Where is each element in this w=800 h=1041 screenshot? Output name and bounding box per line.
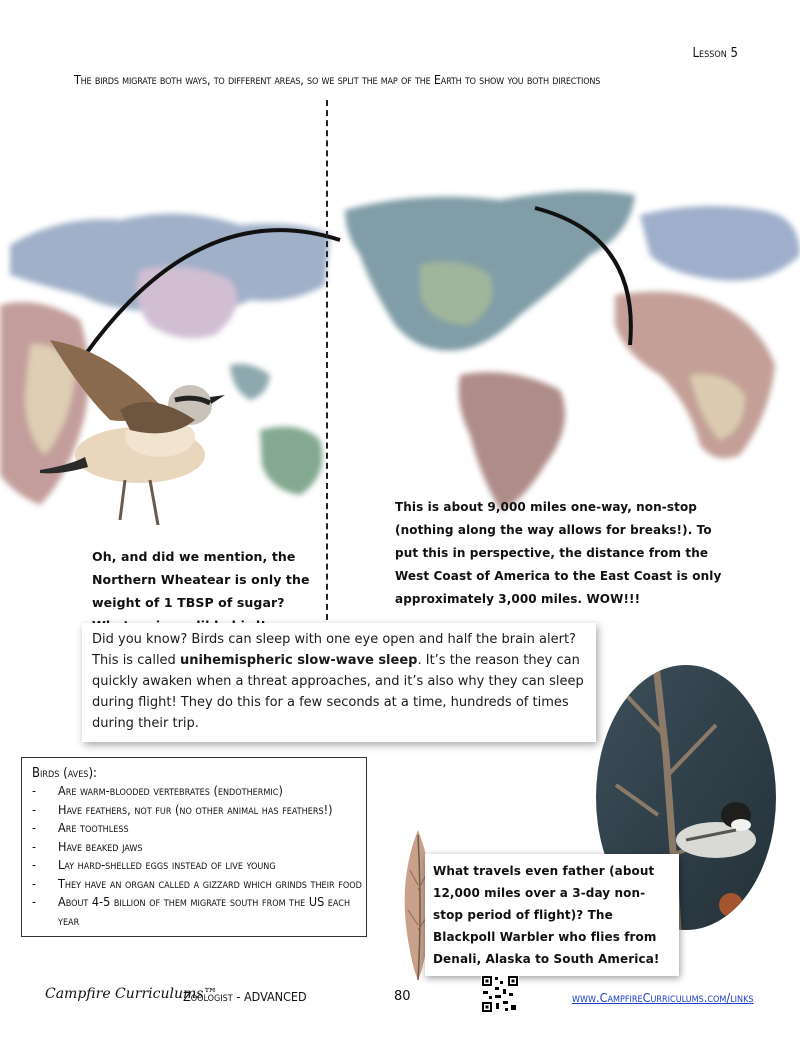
aves-title: Birds (aves): <box>32 766 97 781</box>
distance-note: This is about 9,000 miles one-way, non-stop (nothing along the way allows for breaks!). To put this in perspective, the distance from the West Coast of America to the East Coast is only approximately 3,000 miles. WOW!!! <box>395 500 722 606</box>
aves-list <box>32 782 366 930</box>
brand-logo: Campfire Curriculums™ <box>45 986 218 1002</box>
world-map-illustration <box>0 175 800 535</box>
sleep-fact-box <box>82 623 596 742</box>
fact-term: unihemispheric slow-wave sleep <box>179 653 418 668</box>
fact-text-2: . It’s the reason they can quickly awaken when a threat approaches, and it’s also why they can sleep during flight! They do this for a few seconds at a time, hundreds of times during their trip. <box>92 653 584 731</box>
list-item: - They have an organ called a gizzard which grinds their food <box>32 875 366 894</box>
list-item: - Have feathers, not fur (no other animal has feathers!) <box>32 801 366 820</box>
fact-text-1: Did you know? Birds can sleep with one eye open and half the brain alert? This is called <box>92 632 576 668</box>
lesson-label: Lesson 5 <box>692 46 738 61</box>
list-item: - Are warm-blooded vertebrates (endothermic) <box>32 782 366 801</box>
map-split-divider <box>326 100 328 620</box>
website-link[interactable]: www.CampfireCurriculums.com/links <box>572 990 754 1005</box>
list-item: - Are toothless <box>32 819 366 838</box>
qr-code-icon[interactable] <box>481 975 519 1013</box>
list-item: - About 4-5 billion of them migrate south from the US each year <box>32 893 366 930</box>
aves-facts-box <box>21 757 367 937</box>
course-subtitle: Zoologist - ADVANCED <box>183 989 307 1004</box>
wheatear-weight-note: Oh, and did we mention, the Northern Wheatear is only the weight of 1 TBSP of sugar? <box>92 549 310 610</box>
list-item: - Lay hard-shelled eggs instead of live young <box>32 856 366 875</box>
intro-caption: The birds migrate both ways, to different areas, so we split the map of the Earth to show you both directions <box>74 72 601 87</box>
page-number: 80 <box>394 989 411 1004</box>
list-item: - Have beaked jaws <box>32 838 366 857</box>
warbler-note: What travels even father (about 12,000 miles over a 3-day non-stop period of flight)? The Blackpoll Warbler who flies from Denali, Alaska to South America! <box>425 854 679 976</box>
